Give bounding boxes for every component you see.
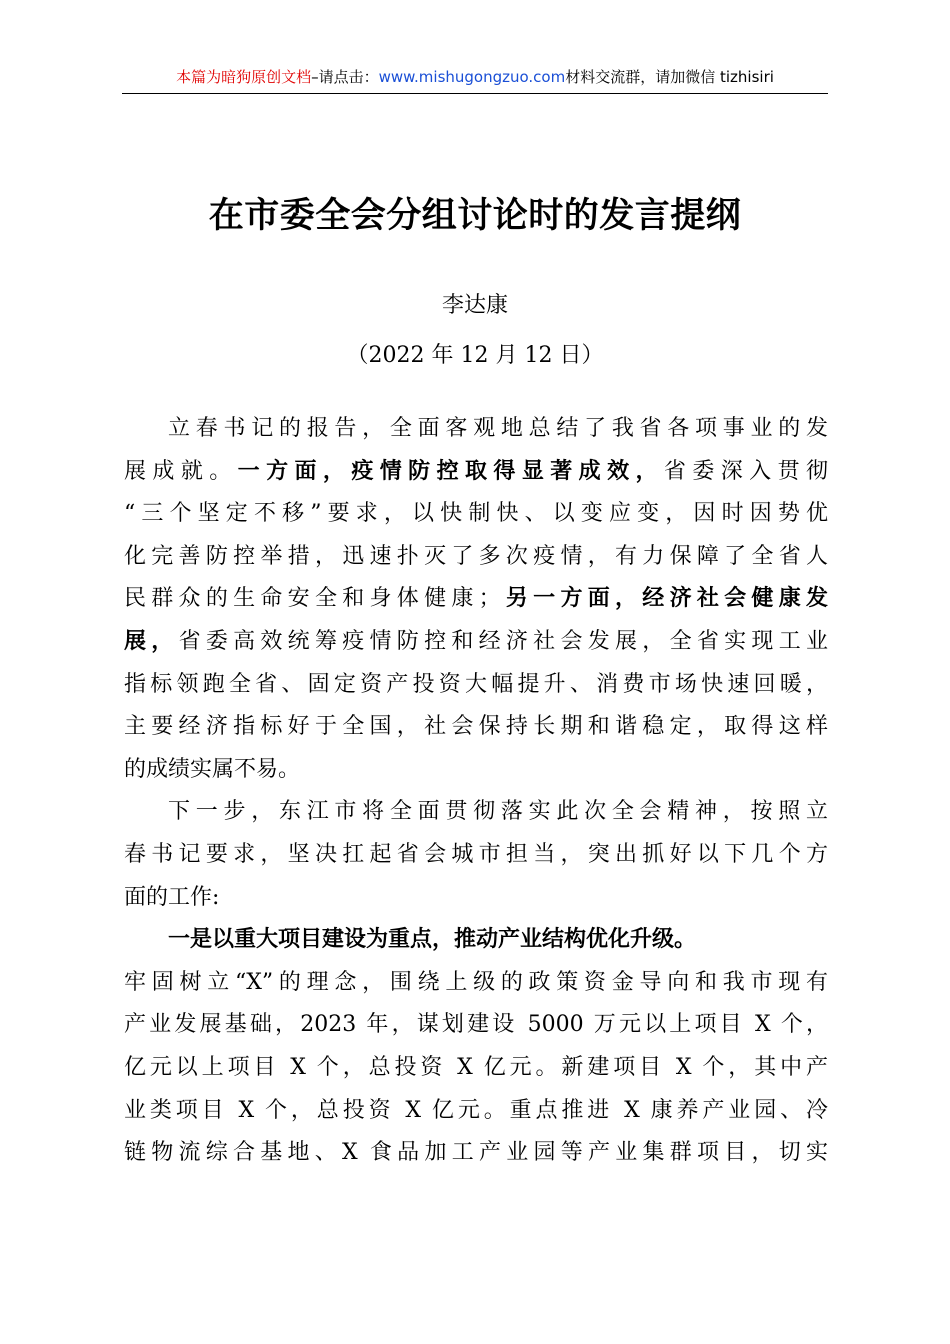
text-line: 指标领跑全省、固定资产投资大幅提升、消费市场快速回暖， [124, 671, 828, 697]
header-middle: –请点击： [311, 68, 379, 86]
watermark-header [122, 66, 828, 87]
text-line: 立春书记的报告，全面客观地总结了我省各项事业的发 [168, 416, 828, 441]
text-line: 产业发展基础，2023 年，谋划建设 5000 万元以上项目 X 个， [124, 1012, 828, 1038]
text-run: 展成就。 [124, 458, 238, 484]
text-line: 春书记要求，坚决扛起省会城市担当，突出抓好以下几个方 [124, 841, 828, 867]
text-line [124, 451, 828, 494]
paragraph-2 [124, 791, 828, 919]
paragraph-1 [124, 408, 828, 791]
document-body [124, 408, 828, 1175]
document-title: 在市委全会分组讨论时的发言提纲 [208, 195, 742, 236]
text-line: 下一步，东江市将全面贯彻落实此次全会精神，按照立 [168, 799, 828, 825]
text-run: 省委高效统筹疫情防控和经济社会发展，全省实现工业 [178, 628, 828, 654]
text-line: 主要经济指标好于全国，社会保持长期和谐稳定，取得这样 [124, 714, 828, 740]
bold-run: 一方面，疫情防控取得显著成效， [237, 458, 664, 484]
document-author: 李达康 [441, 293, 508, 318]
text-run: 省委深入贯彻 [663, 458, 828, 484]
text-line: 化完善防控举措，迅速扑灭了多次疫情，有力保障了全省人 [124, 543, 828, 569]
text-line: 业类项目 X 个，总投资 X 亿元。重点推进 X 康养产业园、冷 [124, 1097, 828, 1123]
header-divider [122, 93, 828, 94]
section-heading: 一是以重大项目建设为重点，推动产业结构优化升级。 [168, 927, 697, 953]
bold-run: 展， [124, 628, 179, 654]
text-line: 的成绩实属不易。 [124, 756, 301, 782]
header-url-link[interactable]: www.mishugongzuo.com [378, 68, 566, 86]
text-line [124, 621, 828, 664]
text-run: 民群众的生命安全和身体健康； [124, 586, 501, 612]
header-suffix: 材料交流群，请加微信 tizhisiri [565, 68, 774, 86]
text-line: 牢固树立“X”的理念，围绕上级的政策资金导向和我市现有 [124, 969, 828, 995]
text-line: 面的工作: [124, 884, 220, 910]
text-line: 链物流综合基地、X 食品加工产业园等产业集群项目，切实 [124, 1140, 828, 1166]
header-prefix: 本篇为暗狗原创文档 [176, 68, 312, 86]
text-line [124, 578, 828, 621]
document-date: （2022 年 12 月 12 日） [346, 343, 604, 368]
bold-run: 另一方面，经济社会健康发 [500, 586, 828, 612]
paragraph-3 [124, 919, 828, 1175]
text-line: 亿元以上项目 X 个，总投资 X 亿元。新建项目 X 个，其中产 [124, 1054, 828, 1080]
text-line: “三个坚定不移”要求，以快制快、以变应变，因时因势优 [124, 501, 828, 527]
